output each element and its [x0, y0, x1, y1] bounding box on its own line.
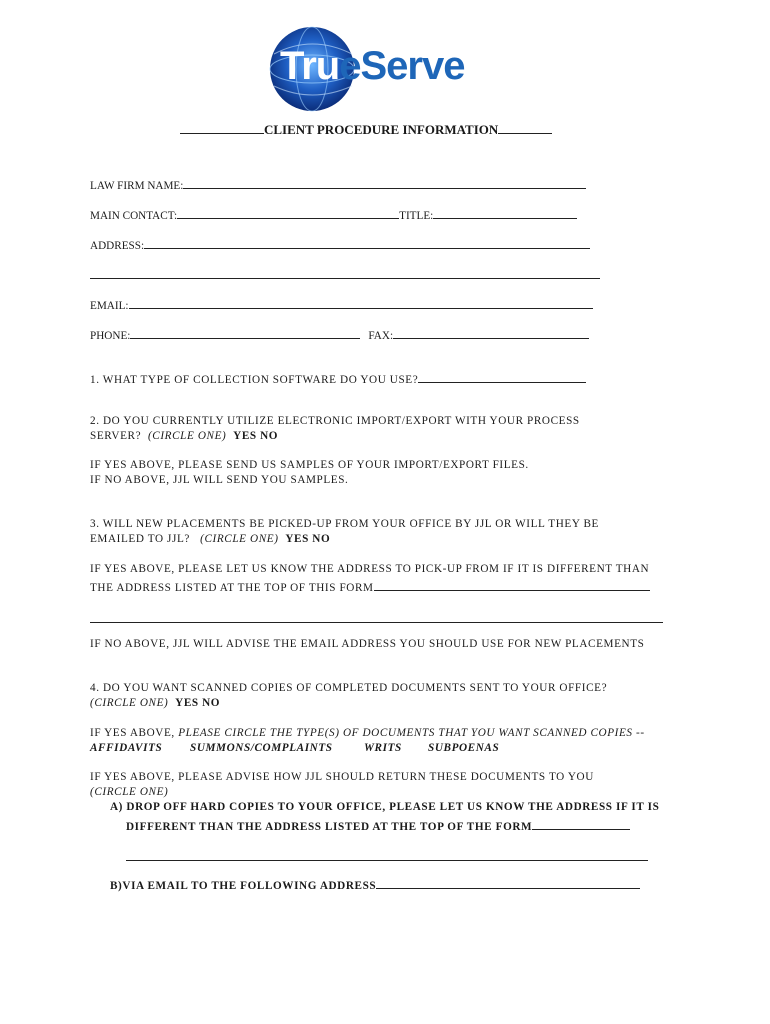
question-4-line-2	[90, 697, 220, 709]
question-2-line-1: 2. DO YOU CURRENTLY UTILIZE ELECTRONIC IMPORT/EXPORT WITH YOUR PROCESS	[90, 415, 580, 427]
phone-line[interactable]	[130, 326, 360, 339]
pickup-address-line-2[interactable]	[90, 610, 663, 623]
law-firm-line[interactable]	[183, 176, 586, 189]
email-line[interactable]	[129, 296, 593, 309]
law-firm-field[interactable]	[90, 176, 586, 192]
option-a-line-1[interactable]: A) DROP OFF HARD COPIES TO YOUR OFFICE, PLEASE LET US KNOW THE ADDRESS IF IT IS	[110, 801, 660, 813]
q3-yes-note-1: IF YES ABOVE, PLEASE LET US KNOW THE ADDRESS TO PICK-UP FROM IF IT IS DIFFERENT THAN	[90, 563, 650, 575]
title-line[interactable]	[433, 206, 577, 219]
q2-yes-note: IF YES ABOVE, PLEASE SEND US SAMPLES OF YOUR IMPORT/EXPORT FILES.	[90, 459, 529, 471]
doc-type-writs[interactable]: WRITS	[364, 742, 402, 754]
question-3-line-1: 3. WILL NEW PLACEMENTS BE PICKED-UP FROM YOUR OFFICE BY JJL OR WILL THEY BE	[90, 518, 599, 530]
address-field[interactable]	[90, 236, 590, 252]
fax-line[interactable]	[393, 326, 589, 339]
yes-no-options[interactable]: YES NO	[285, 533, 331, 545]
email-address-line[interactable]	[376, 876, 640, 889]
main-contact-label: MAIN CONTACT:	[90, 210, 178, 222]
brand-part-2: eServe	[339, 44, 465, 88]
doc-type-affidavits[interactable]: AFFIDAVITS	[90, 742, 163, 754]
email-label: EMAIL:	[90, 300, 129, 312]
software-line[interactable]	[418, 370, 586, 383]
q3-yes-note-2[interactable]: THE ADDRESS LISTED AT THE TOP OF THIS FORM	[90, 578, 650, 594]
email-field[interactable]	[90, 296, 593, 312]
brand-part-1: Tru	[280, 44, 340, 88]
phone-fax-field[interactable]	[90, 326, 589, 342]
fax-label: FAX:	[368, 330, 394, 342]
q2-no-note: IF NO ABOVE, JJL WILL SEND YOU SAMPLES.	[90, 474, 349, 486]
doc-type-subpoenas[interactable]: SUBPOENAS	[428, 742, 500, 754]
return-circle-label: (CIRCLE ONE)	[90, 786, 169, 798]
option-a-line-2[interactable]: DIFFERENT THAN THE ADDRESS LISTED AT THE TOP OF THE FORM	[126, 817, 630, 833]
question-1[interactable]: 1. WHAT TYPE OF COLLECTION SOFTWARE DO YOU USE?	[90, 370, 586, 386]
question-4-line-1: 4. DO YOU WANT SCANNED COPIES OF COMPLETED DOCUMENTS SENT TO YOUR OFFICE?	[90, 682, 608, 694]
brand-wordmark	[280, 44, 464, 89]
question-2-line-2: SERVER? (CIRCLE ONE) YES NO	[90, 430, 279, 442]
option-b[interactable]: B)VIA EMAIL TO THE FOLLOWING ADDRESS	[110, 876, 640, 892]
page-title: CLIENT PROCEDURE INFORMATION	[180, 122, 552, 138]
law-firm-label: LAW FIRM NAME:	[90, 180, 184, 192]
q4-yes-note: IF YES ABOVE, PLEASE CIRCLE THE TYPE(S) OF DOCUMENTS THAT YOU WANT SCANNED COPIES --	[90, 727, 645, 739]
circle-one-label: (CIRCLE ONE)	[147, 430, 227, 442]
circle-one-label: (CIRCLE ONE)	[200, 533, 279, 545]
doc-type-summons[interactable]: SUMMONS/COMPLAINTS	[190, 742, 333, 754]
main-contact-line[interactable]	[177, 206, 399, 219]
pickup-address-line[interactable]	[374, 578, 650, 591]
circle-one-label: (CIRCLE ONE)	[90, 697, 169, 709]
dropoff-address-line-2[interactable]	[126, 848, 648, 861]
address-line-2[interactable]	[90, 266, 600, 279]
phone-label: PHONE:	[90, 330, 131, 342]
title-label: TITLE:	[399, 210, 434, 222]
dropoff-address-line[interactable]	[532, 817, 630, 830]
address-label: ADDRESS:	[90, 240, 145, 252]
question-3-line-2: EMAILED TO JJL? (CIRCLE ONE) YES NO	[90, 533, 331, 545]
q3-no-note: IF NO ABOVE, JJL WILL ADVISE THE EMAIL ADDRESS YOU SHOULD USE FOR NEW PLACEMENTS	[90, 638, 645, 650]
yes-no-options[interactable]: YES NO	[233, 430, 279, 442]
return-note: IF YES ABOVE, PLEASE ADVISE HOW JJL SHOULD RETURN THESE DOCUMENTS TO YOU	[90, 771, 594, 783]
address-line[interactable]	[144, 236, 590, 249]
main-contact-field[interactable]	[90, 206, 577, 222]
yes-no-options[interactable]: YES NO	[175, 697, 221, 709]
